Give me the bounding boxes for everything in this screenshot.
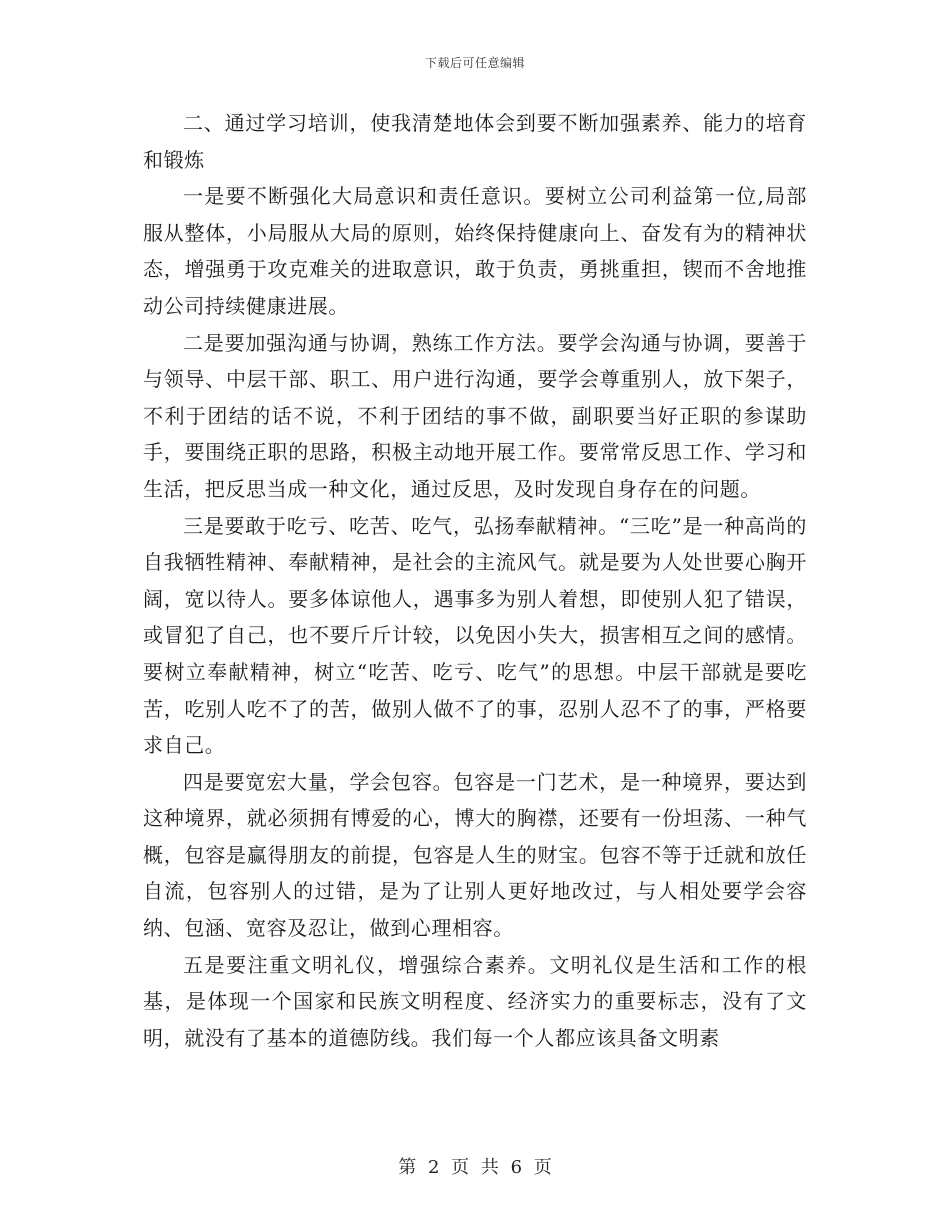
paragraph-1: 一是要不断强化大局意识和责任意识。要树立公司利益第一位,局部服从整体，小局服从大局的原则，始终保持健康向上、奋发有为的精神状态，增强勇于攻克难关的进取意识，敢于负责，勇挑重担，锲而不舍地推动公司持续健康进展。 xyxy=(143,184,807,318)
paragraph-3: 三是要敢于吃亏、吃苦、吃气，弘扬奉献精神。“三吃”是一种高尚的自我牺牲精神、奉献精神，是社会的主流风气。就是要为人处世要心胸开阔，宽以待人。要多体谅他人，遇事多为别人着想，即使别人犯了错误，或冒犯了自己，也不要斤斤计较，以免因小失大，损害相互之间的感情。要树立奉献精神，树立“吃苦、吃亏、吃气”的思想。中层干部就是要吃苦，吃别人吃不了的苦，做别人做不了的事，忍别人忍不了的事，严格要求自己。 xyxy=(143,513,807,758)
paragraph-2: 二是要加强沟通与协调，熟练工作方法。要学会沟通与协调，要善于与领导、中层干部、职工、用户进行沟通，要学会尊重别人，放下架子，不利于团结的话不说，不利于团结的事不做，副职要当好正职的参谋助手，要围绕正职的思路，积极主动地开展工作。要常常反思工作、学习和生活，把反思当成一种文化，通过反思，及时发现自身存在的问题。 xyxy=(143,330,807,501)
document-body xyxy=(143,105,807,1056)
section-heading: 二、通过学习培训，使我清楚地体会到要不断加强素养、能力的培育和锻炼 xyxy=(143,111,807,172)
page-header: 下载后可任意编辑 xyxy=(424,56,525,70)
paragraph-4: 四是要宽宏大量，学会包容。包容是一门艺术，是一种境界，要达到这种境界，就必须拥有博爱的心，博大的胸襟，还要有一份坦荡、一种气概，包容是赢得朋友的前提，包容是人生的财宝。包容不等于迁就和放任自流，包容别人的过错，是为了让别人更好地改过，与人相处要学会容纳、包涵、宽容及忍让，做到心理相容。 xyxy=(143,769,807,941)
paragraph-5: 五是要注重文明礼仪，增强综合素养。文明礼仪是生活和工作的根基，是体现一个国家和民族文明程度、经济实力的重要标志，没有了文明，就没有了基本的道德防线。我们每一个人都应该具备文明素 xyxy=(143,952,807,1050)
page-number-footer: 第 2 页 共 6 页 xyxy=(398,1157,552,1178)
